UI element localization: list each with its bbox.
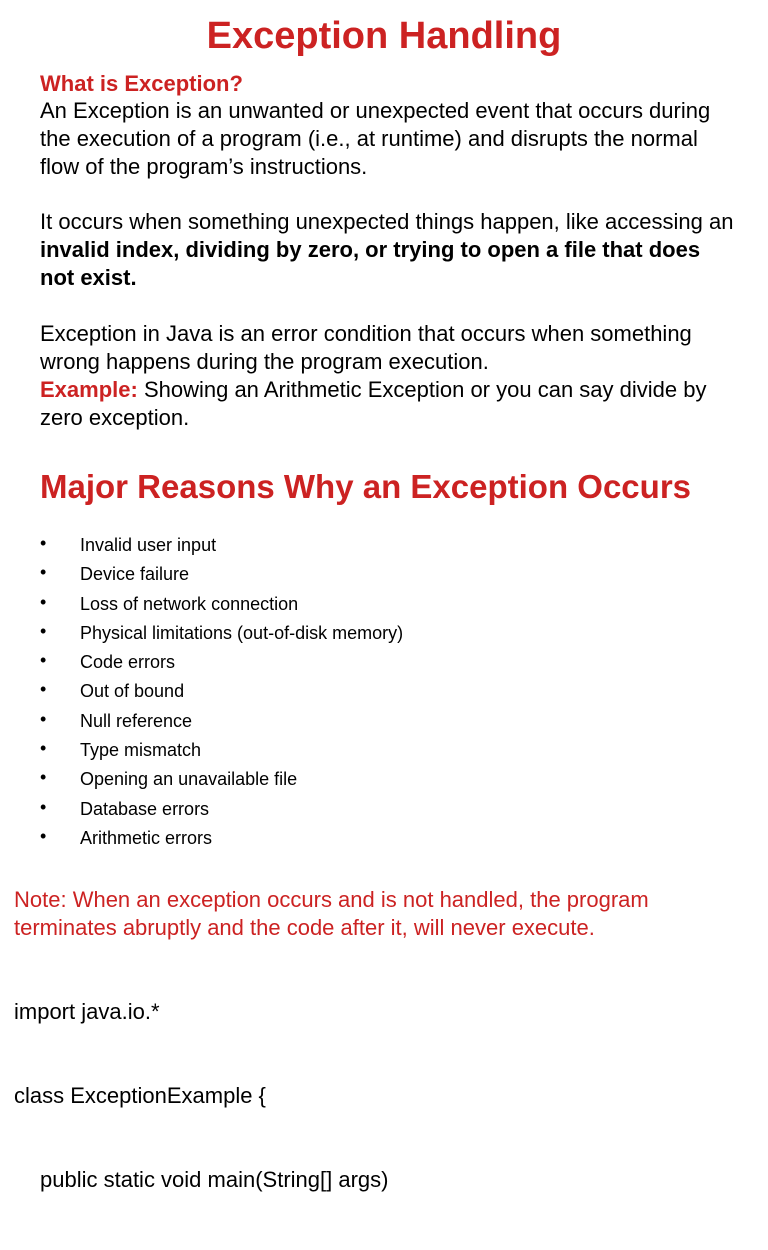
- list-item: [40, 619, 403, 648]
- list-item: [40, 765, 403, 794]
- list-item: [40, 648, 403, 677]
- note-paragraph: Note: When an exception occurs and is not handled, the program terminates abruptly and the code after it, will never execute.: [14, 887, 649, 940]
- list-item: [40, 824, 403, 853]
- list-item: [40, 677, 403, 706]
- list-item-label: Null reference: [80, 710, 193, 731]
- bullet-icon: •: [40, 591, 47, 612]
- list-item-label: Invalid user input: [80, 535, 217, 555]
- list-item-label: Type mismatch: [80, 740, 202, 761]
- bullet-icon: •: [40, 767, 47, 788]
- definition-paragraph: An Exception is an unwanted or unexpected event that occurs during the execution of a program (i.e., at runtime) and disrupts the normal flow of the program’s instructions.: [40, 98, 711, 179]
- bullet-icon: •: [40, 825, 47, 846]
- list-item-label: Loss of network connection: [80, 593, 299, 614]
- bullet-icon: •: [40, 708, 47, 729]
- bullet-icon: •: [40, 562, 47, 583]
- occurrence-bold-text: invalid index, dividing by zero, or trying to open a file that does not exist.: [40, 237, 701, 290]
- list-item: [40, 795, 403, 824]
- list-item: [40, 736, 403, 765]
- code-line: class ExceptionExample {: [14, 1083, 266, 1108]
- reasons-list: [40, 531, 403, 853]
- bullet-icon: •: [40, 679, 47, 700]
- list-item-label: Code errors: [80, 652, 176, 673]
- bullet-icon: •: [40, 620, 47, 641]
- occurrence-text: It occurs when something unexpected things happen, like accessing an: [40, 209, 734, 234]
- code-line: import java.io.*: [14, 999, 160, 1024]
- example-label: Example:: [40, 377, 138, 402]
- list-item-label: Device failure: [80, 564, 190, 585]
- bullet-icon: •: [40, 796, 47, 817]
- bullet-icon: •: [40, 533, 47, 553]
- list-item-label: Database errors: [80, 798, 210, 819]
- list-item: [40, 560, 403, 589]
- list-item: [40, 590, 403, 619]
- major-reasons-heading: Major Reasons Why an Exception Occurs: [40, 468, 692, 505]
- example-text: Showing an Arithmetic Exception or you can say divide by zero exception.: [40, 377, 707, 430]
- bullet-icon: •: [40, 650, 47, 671]
- list-item-label: Arithmetic errors: [80, 827, 213, 848]
- code-snippet: [14, 942, 388, 1250]
- bullet-icon: •: [40, 738, 47, 759]
- occurrence-paragraph: [40, 208, 740, 292]
- code-line: public static void main(String[] args): [40, 1167, 389, 1192]
- page-title: Exception Handling: [206, 15, 562, 57]
- list-item-label: Physical limitations (out-of-disk memory): [80, 622, 404, 643]
- list-item-label: Out of bound: [80, 681, 185, 702]
- java-exception-paragraph: [40, 320, 740, 432]
- list-item: [40, 531, 403, 560]
- list-item: [40, 707, 403, 736]
- java-exception-text: Exception in Java is an error condition that occurs when something wrong happens during the program execution.: [40, 321, 692, 374]
- what-is-exception-heading: What is Exception?: [40, 71, 243, 96]
- list-item-label: Opening an unavailable file: [80, 769, 298, 790]
